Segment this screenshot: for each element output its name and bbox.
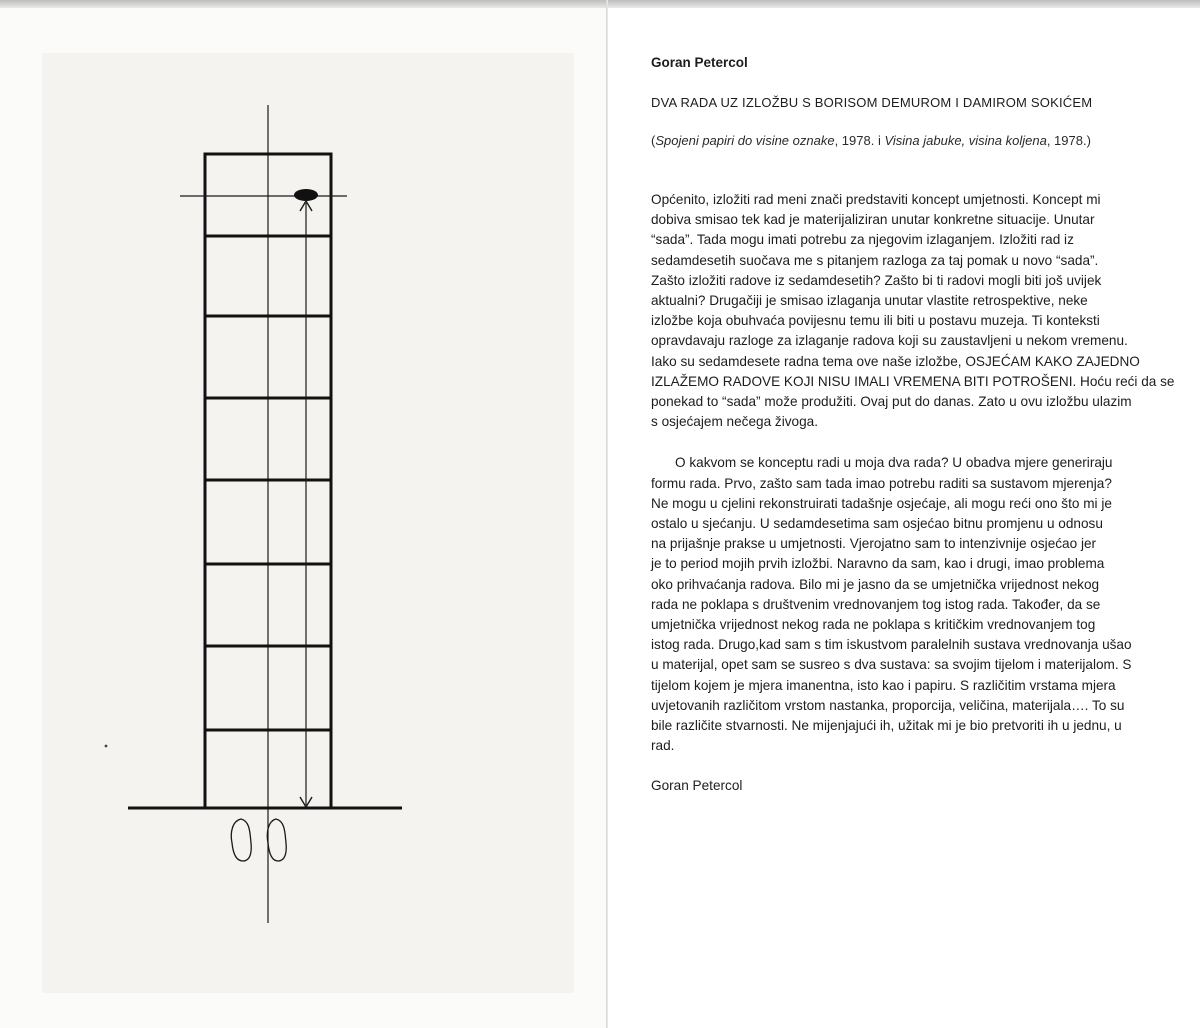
text-line: sedamdesetih suočava me s pitanjem razloga za taj pomak u novo “sada”. xyxy=(651,252,1099,268)
article-title: DVA RADA UZ IZLOŽBU S BORISOM DEMUROM I DAMIROM SOKIĆEM xyxy=(651,95,1093,110)
text-line: ponekad to “sada” može produžiti. Ovaj put do danas. Zato u ovu izložbu ulazim xyxy=(651,394,1132,410)
page-top-edge xyxy=(0,0,1200,8)
text-line: s osjećajem nečega živoga. xyxy=(651,414,818,430)
text-line: opravdavaju razloge za izlaganje radova koji su zaustavljeni u nekom vremenu. xyxy=(651,333,1128,349)
work-title-2: Visina jabuke, visina koljena xyxy=(884,133,1047,148)
ladder-measurement-illustration xyxy=(42,53,574,993)
text-line: IZLAŽEMO RADOVE KOJI NISU IMALI VREMENA BITI POTROŠENI. Hoću reći da se xyxy=(651,373,1175,389)
left-page xyxy=(0,8,606,1028)
height-marker xyxy=(294,189,318,201)
right-footprint xyxy=(267,819,286,861)
text-line: Iako su sedamdesete radna tema ove naše izložbe, OSJEĆAM KAKO ZAJEDNO xyxy=(651,353,1140,369)
text-line: oko prihvaćanja radova. Bilo mi je jasno da se umjetnička vrijednost nekog xyxy=(651,576,1100,592)
work-title-1: Spojeni papiri do visine oznake xyxy=(655,133,835,148)
article-subtitle: (Spojeni papiri do visine oznake, 1978. i Visina jabuke, visina koljena, 1978.) xyxy=(651,133,1091,148)
text-line: O kakvom se konceptu radi u moja dva rada? U obadva mjere generiraju xyxy=(675,455,1113,471)
text-line: bile različite stvarnosti. Ne mijenjajući ih, užitak mi je bio pretvoriti ih u jednu, u xyxy=(651,718,1122,734)
text-line: uvjetovanih različitom vrstom nastanka, proporcija, veličina, materijala…. To su xyxy=(651,697,1125,713)
article-text xyxy=(651,55,1175,796)
text-line: Općenito, izložiti rad meni znači predstaviti koncept umjetnosti. Koncept mi xyxy=(651,192,1101,207)
text-line: ostalo u sjećanju. U sedamdesetima sam osjećao bitnu promjenu u odnosu xyxy=(651,516,1103,532)
text-line: istog rada. Drugo,kad sam s tim iskustvom paralelnih sustava vrednovanja ušao xyxy=(651,637,1132,653)
stray-mark xyxy=(105,745,108,748)
text-line: formu rada. Prvo, zašto sam tada imao potrebu raditi sa sustavom mjerenja? xyxy=(651,475,1112,491)
text-line: tijelom kojem je mjera imanentna, isto kao i papiru. S različitim vrstama mjera xyxy=(651,677,1116,693)
illustration-panel xyxy=(42,53,574,993)
text-line: rad. xyxy=(651,738,675,754)
text-line: “sada”. Tada mogu imati potrebu za njegovim izlaganjem. Izložiti rad iz xyxy=(651,232,1074,248)
text-line: izložbe koja obuhvaća povijesnu temu ili biti u postavu muzeja. Ti konteksti xyxy=(651,313,1100,329)
paragraph-2 xyxy=(651,453,1171,756)
text-line: umjetnička vrijednost nekog rada ne poklapa s kritičkim vrednovanjem tog xyxy=(651,617,1096,633)
text-line: dobiva smisao tek kad je materijaliziran unutar konkretne situacije. Unutar xyxy=(651,212,1095,228)
signature: Goran Petercol xyxy=(651,778,743,794)
text-line: u materijal, opet sam se susreo s dva sustava: sa svojim tijelom i materijalom. S xyxy=(651,657,1132,673)
text-line: je to period mojih prvih izložbi. Naravno da sam, kao i drugi, imao problema xyxy=(651,556,1105,572)
text-line: Ne mogu u cjelini rekonstruirati tadašnje osjećaje, ali mogu reći ono što mi je xyxy=(651,495,1112,511)
text-line: na prijašnje prakse u umjetnosti. Vjerojatno sam to intenzivnije osjećao jer xyxy=(651,536,1097,552)
author-name: Goran Petercol xyxy=(651,55,748,70)
paragraph-1 xyxy=(651,190,1175,432)
left-footprint xyxy=(231,819,251,861)
text-line: aktualni? Drugačiji je smisao izlaganja unutar vlastite retrospektive, neke xyxy=(651,293,1088,309)
text-line: rada ne poklapa s društvenim vrednovanjem tog istog rada. Također, da se xyxy=(651,596,1101,612)
text-line: Zašto izložiti radove iz sedamdesetih? Zašto bi ti radovi mogli biti još uvijek xyxy=(651,272,1102,288)
